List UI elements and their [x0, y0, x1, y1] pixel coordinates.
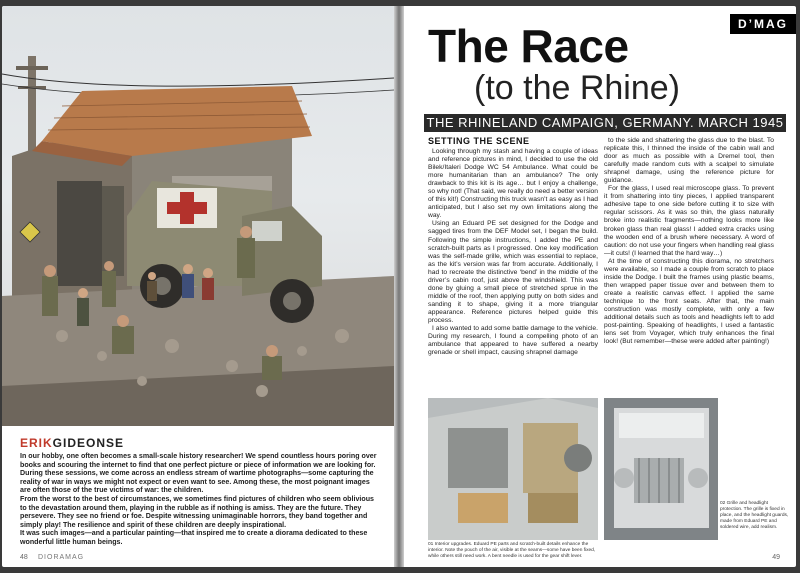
body-column-1 — [428, 148, 598, 357]
footer-magazine-name: DIORAMAG — [38, 554, 85, 561]
author-last-name: GIDEONSE — [52, 436, 125, 450]
page-number-left: 48 — [20, 554, 28, 561]
campaign-banner: THE RHINELAND CAMPAIGN, GERMANY. MARCH 1945 — [424, 114, 786, 132]
body-paragraph: Looking through my stash and having a couple of ideas and reference pictures in mind, I decided to use the old Bilek/Italeri Dodge WC 54 Ambulance. What could be more humanitarian than an ambulance? The only drawback to this kit is its age… but I enjoy a challenge, so why not! (That said, we really do need a better version of this kit!) Constructing this truck wasn’t as easy as I had anticipated, but I also set my own limitations along the way. — [428, 148, 598, 220]
body-paragraph: I also wanted to add some battle damage to the vehicle. During my research, I found a compelling photo of an ambulance that appeared to have suffered a nearby grenade or shell impact, causing shrapnel damage — [428, 325, 598, 357]
diorama-photo — [2, 6, 394, 426]
interior-photo — [428, 398, 598, 540]
right-page — [404, 6, 796, 567]
author-first-name: ERIK — [20, 436, 53, 450]
spine-gutter — [394, 6, 404, 567]
photo-caption-1: 01 Interior upgrades. Eduard PE parts and scratch-built details enhance the interior. Note the pouch of the air, visible at the seams—some have been fixed, while others still need work. A bent needle is used for the gear shift lever. — [428, 542, 596, 559]
author-byline — [20, 436, 124, 450]
body-paragraph: Using an Eduard PE set designed for the Dodge and sagged tires from the DEF Model set, I began the build. Following the simple instructions, I added the PE and scratch-built parts as I progressed. One key modification was the self-made grille, which was essential to replace, as the kit’s version was far from accurate. Additionally, I had to recreate the distinctive ‘bend’ in the middle of the driver’s cabin roof, just above the windshield. This was done by gluing a small piece of stretched sprue in the middle of the roof, then applying putty on both sides and sanding it to shape, giving it a more triangular appearance. Reference pictures helped guide this process. — [428, 220, 598, 324]
intro-text — [20, 452, 380, 547]
intro-paragraph: It was such images—and a particular painting—that inspired me to create a diorama dedicated to these wonderful little human beings. — [20, 529, 368, 546]
diorama-illustration — [2, 6, 394, 426]
article-title: The Race — [428, 20, 629, 72]
intro-paragraph: In our hobby, one often becomes a small-scale history researcher! We spend countless hours poring over books and scouring the internet to find that one perfect picture or piece of information we are looking for. During these sessions, we come across an endless stream of wartime photographs—some capturing the reality of war in ways we might not expect or even want to see. Among these, the most poignant images are often those of the true victims of war: the children. — [20, 452, 377, 495]
intro-paragraph: From the worst to the best of circumstances, we sometimes find pictures of children who seem oblivious to the devastation around them, playing in the rubble as if nothing is amiss. They are the future. They persevere. They see no friend or foe. Despite witnessing unimaginable horrors, they band together and simply play! The resilience and spirit of these children are deeply inspirational. — [20, 494, 374, 529]
body-paragraph: to the side and shattering the glass due to the blast. To replicate this, I thinned the inside of the cabin wall and door as much as possible with a Dremel tool, then carefully made random cuts with a scalpel to simulate shrapnel damage, using the reference picture for guidance. — [604, 137, 774, 185]
photo-caption-2: 02 Grille and headlight protection. The grille is fixed in place, and the headlight guards, made from Eduard PE and soldered wire, add realism. — [720, 501, 789, 530]
body-paragraph: For the glass, I used real microscope glass. To prevent it from shattering into tiny pieces, I applied transparent adhesive tape to one side before cutting it to size with regular scissors. As it was so thin, the glass naturally broke into realistic fragments—nothing looks more like broken glass than real glass! I added extra cracks using the wooden end of a brush where necessary. A word of caution: do not use your fingers when handling real glass—it cuts! (I learned that the hard way…) — [604, 185, 774, 257]
page-number-right: 49 — [772, 554, 780, 561]
body-paragraph: At the time of constructing this diorama, no stretchers were available, so I made a couple from scratch to place inside the Dodge. I built the frames using plastic beams, then wrapped paper tissue over and between them to create a realistic canvas effect. I applied the same technique to the front seats. After that, the main construction was mostly complete, with only a few additional details such as tools and headlights left to add post-painting. Speaking of headlights, I used a fantastic lens set from Voyager, which truly enhances the final look! (But remember—these were added after painting!) — [604, 257, 774, 346]
brand-logo: D’MAG — [730, 14, 796, 34]
body-column-2 — [604, 137, 774, 346]
article-subtitle: (to the Rhine) — [474, 69, 680, 107]
section-heading: SETTING THE SCENE — [428, 136, 530, 146]
grille-photo — [604, 398, 718, 540]
left-page — [2, 6, 394, 567]
